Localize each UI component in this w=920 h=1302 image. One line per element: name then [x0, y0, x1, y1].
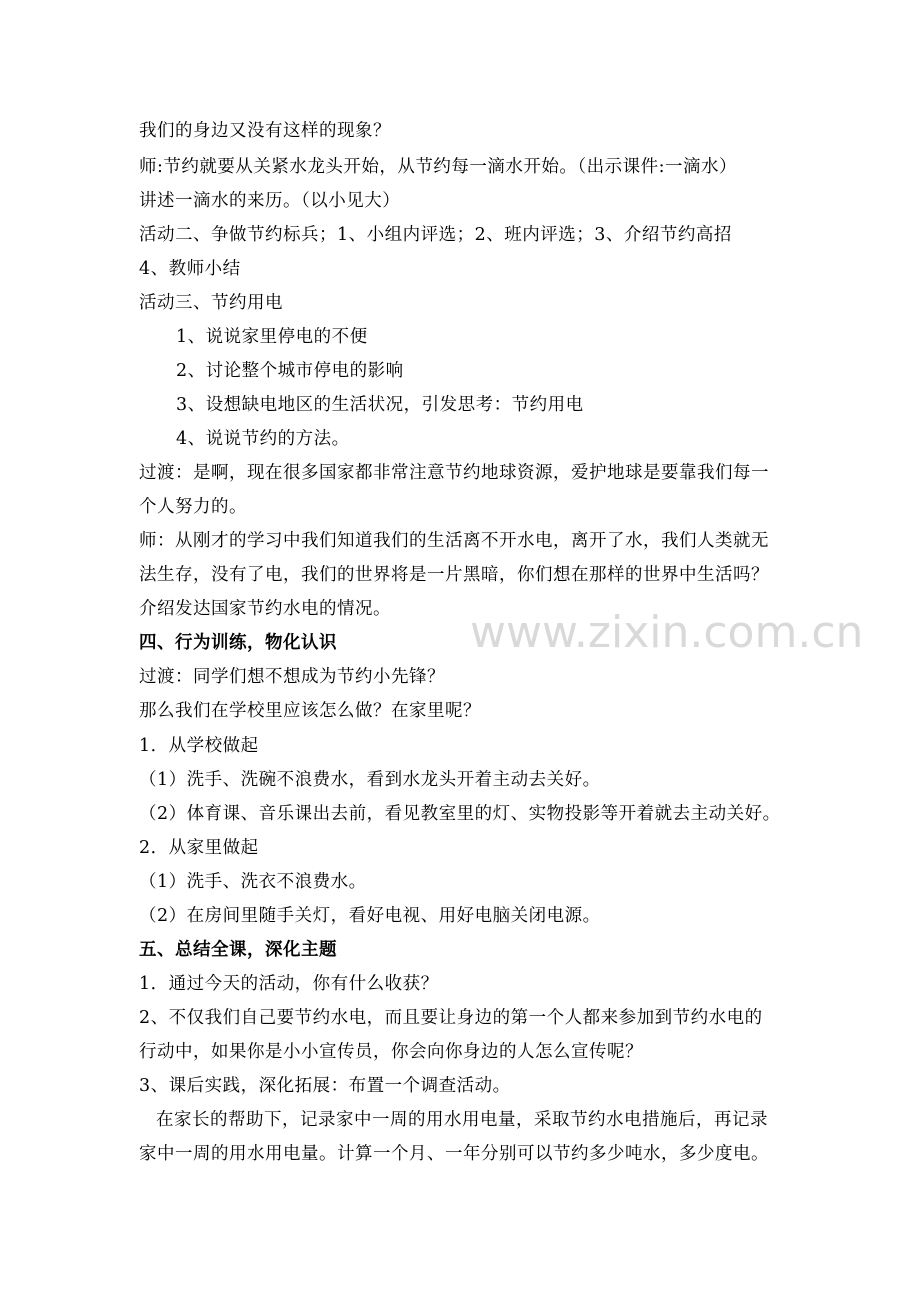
text-line: 1、说说家里停电的不便: [176, 327, 368, 347]
text-line: 那么我们在学校里应该怎么做？在家里呢？: [139, 701, 481, 721]
text-line: 在家长的帮助下，记录家中一周的用水用电量，采取节约水电措施后，再记录: [156, 1110, 768, 1130]
text-line: 1．通过今天的活动，你有什么收获？: [139, 974, 439, 994]
text-line: 1．从学校做起: [139, 736, 259, 756]
text-line: （1）洗手、洗碗不浪费水，看到水龙头开着主动去关好。: [139, 770, 601, 790]
text-line: 家中一周的用水用电量。计算一个月、一年分别可以节约多少吨水，多少度电。: [139, 1144, 769, 1164]
section-heading: 五、总结全课，深化主题: [139, 940, 337, 960]
text-line: 3、设想缺电地区的生活状况，引发思考：节约用电: [176, 395, 584, 415]
text-line: 2．从家里做起: [139, 838, 259, 858]
text-line: 介绍发达国家节约水电的情况。: [139, 599, 391, 619]
text-line: 师:节约就要从关紧水龙头开始，从节约每一滴水开始。（出示课件:一滴水）: [139, 157, 738, 177]
text-line: 2、讨论整个城市停电的影响: [176, 361, 404, 381]
text-line: 活动二、争做节约标兵；1、小组内评选；2、班内评选；3、介绍节约高招: [139, 225, 732, 245]
text-line: 个人努力的。: [139, 497, 247, 517]
text-line: 讲述一滴水的来历。（以小见大）: [139, 191, 401, 211]
text-line: （2）在房间里随手关灯，看好电视、用好电脑关闭电源。: [139, 906, 601, 926]
text-line: 4、说说节约的方法。: [176, 429, 350, 449]
text-line: 2、不仅我们自己要节约水电，而且要让身边的第一个人都来参加到节约水电的: [139, 1008, 763, 1028]
watermark: www.zixin.com.cn: [470, 607, 864, 658]
text-line: 3、课后实践，深化拓展：布置一个调查活动。: [139, 1076, 511, 1096]
text-line: （1）洗手、洗衣不浪费水。: [139, 872, 367, 892]
text-line: 过渡：同学们想不想成为节约小先锋？: [139, 667, 445, 687]
text-line: 我们的身边又没有这样的现象？: [139, 121, 391, 141]
text-line: 法生存，没有了电，我们的世界将是一片黑暗，你们想在那样的世界中生活吗？: [139, 565, 769, 585]
text-line: 师：从刚才的学习中我们知道我们的生活离不开水电，离开了水，我们人类就无: [139, 531, 769, 551]
text-line: 过渡：是啊，现在很多国家都非常注意节约地球资源，爱护地球是要靠我们每一: [139, 463, 769, 483]
text-line: 活动三、节约用电: [139, 293, 283, 313]
text-line: （2）体育课、音乐课出去前，看见教室里的灯、实物投影等开着就去主动关好。: [139, 804, 781, 824]
text-line: 行动中，如果你是小小宣传员，你会向你身边的人怎么宣传呢？: [139, 1042, 643, 1062]
section-heading: 四、行为训练，物化认识: [139, 633, 337, 653]
text-line: 4、教师小结: [139, 259, 241, 279]
